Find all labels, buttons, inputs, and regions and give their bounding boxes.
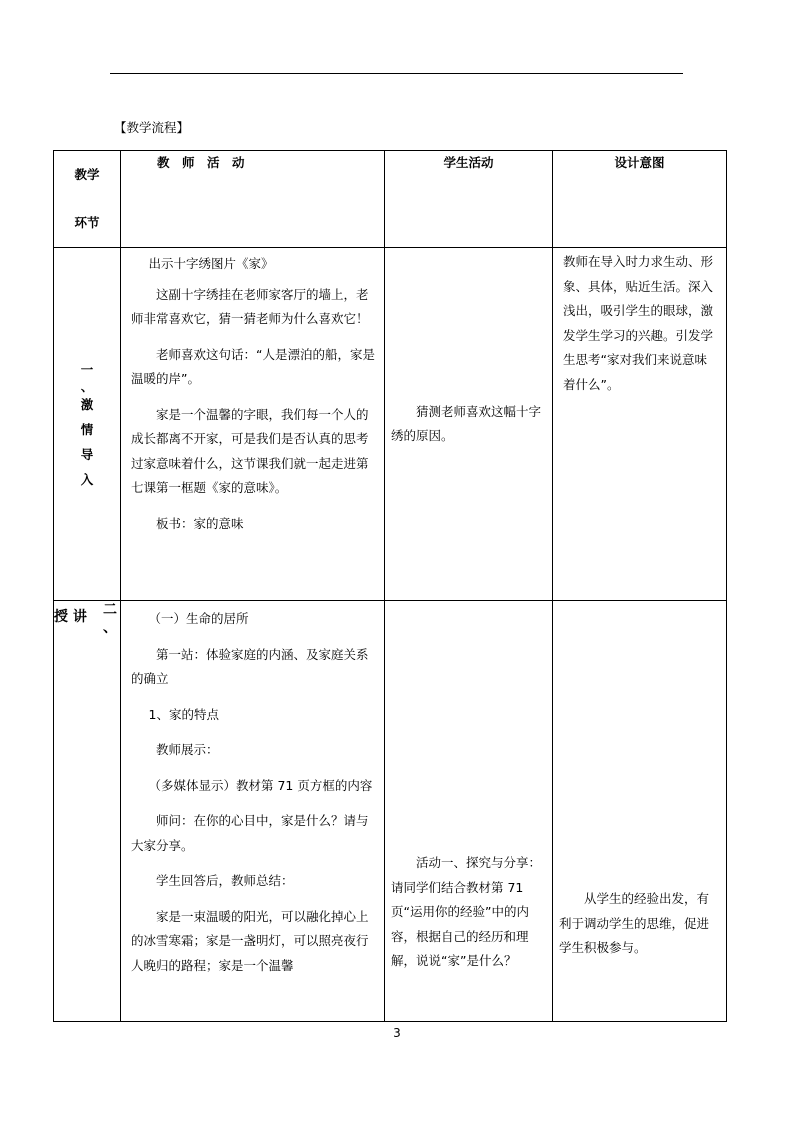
header-intent (553, 151, 727, 248)
stage-cell-2 (54, 601, 121, 1022)
teacher-paragraph: 出示十字绣图片《家》 (148, 256, 274, 271)
student-activity-cell-1 (385, 248, 553, 601)
design-intent-cell-2 (553, 601, 727, 1022)
lesson-flow-table (53, 150, 727, 1022)
header-student (385, 151, 553, 248)
teacher-paragraph: 家是一束温暖的阳光，可以融化掉心上的冰雪寒霜；家是一盏明灯，可以照亮夜行人晚归的路程；家是一个温馨 (131, 908, 369, 973)
student-activity-text: 猜测老师喜欢这幅十字绣的原因。 (391, 403, 542, 443)
teacher-paragraph: 板书：家的意味 (156, 515, 244, 531)
stage-char: 激 (80, 396, 94, 412)
teacher-activity-cell-2 (121, 601, 385, 1022)
design-intent-cell-1 (553, 248, 727, 601)
teacher-paragraph: 第一站：体验家庭的内涵、及家庭关系的确立 (131, 646, 369, 686)
section-heading: 【教学流程】 (114, 120, 190, 135)
student-activity-cell-2 (385, 601, 553, 1022)
stage-label-a: 授 讲 (54, 609, 87, 625)
design-intent-text: 从学生的经验出发，有利于调动学生的思维，促进学生积极参与。 (559, 891, 710, 955)
teacher-paragraph: 老师喜欢这句话：“人是漂泊的船，家是温暖的岸”。 (131, 346, 375, 386)
stage-char: 入 (80, 471, 94, 487)
header-teacher (121, 151, 385, 248)
teacher-paragraph: 家是一个温馨的字眼，我们每一个人的成长都离不开家，可是我们是否认真的思考过家意味着什么，这节课我们就一起走进第七课第一框题《家的意味》。 (131, 406, 369, 495)
header-student-label: 学生活动 (443, 155, 494, 170)
design-intent-text: 教师在导入时力求生动、形象、具体，贴近生活。深入浅出，吸引学生的眼球，激发学生学习的兴趣。引发学生思考“家对我们来说意味着什么”。 (563, 254, 714, 392)
header-stage (54, 151, 121, 248)
stage-char: 、 (80, 378, 94, 394)
stage-char: 情 (80, 421, 94, 437)
student-activity-text: 活动一、探究与分享：请同学们结合教材第 71 页“运用你的经验”中的内容，根据自己的经历和理解，说说“家”是什么？ (391, 855, 542, 968)
header-teacher-label: 教 师 活 动 (157, 155, 245, 170)
header-stage-line2: 环节 (74, 215, 100, 230)
teacher-paragraph: 教师展示： (156, 742, 219, 757)
table-row (54, 601, 727, 1022)
table-header-row (54, 151, 727, 248)
stage-char: 导 (80, 446, 94, 462)
table-row (54, 248, 727, 601)
teacher-activity-cell-1 (121, 248, 385, 601)
header-intent-label: 设计意图 (614, 155, 665, 170)
header-stage-line1: 教学 (74, 167, 100, 182)
teacher-paragraph: （一）生命的居所 (148, 611, 249, 626)
stage-cell-1 (54, 248, 121, 601)
stage-label-b: 二 、 (103, 602, 117, 636)
header-rule (110, 73, 683, 74)
teacher-paragraph: 师问：在你的心目中，家是什么？请与大家分享。 (131, 813, 369, 853)
teacher-paragraph: 1、家的特点 (148, 706, 219, 722)
teacher-paragraph: （多媒体显示）教材第 71 页方框的内容 (148, 777, 373, 793)
teacher-paragraph: 这副十字绣挂在老师家客厅的墙上，老师非常喜欢它，猜一猜老师为什么喜欢它！ (131, 286, 369, 326)
page-number: 3 (393, 1026, 401, 1040)
teacher-paragraph: 学生回答后，教师总结： (156, 873, 294, 888)
stage-char: 一 (80, 361, 94, 377)
